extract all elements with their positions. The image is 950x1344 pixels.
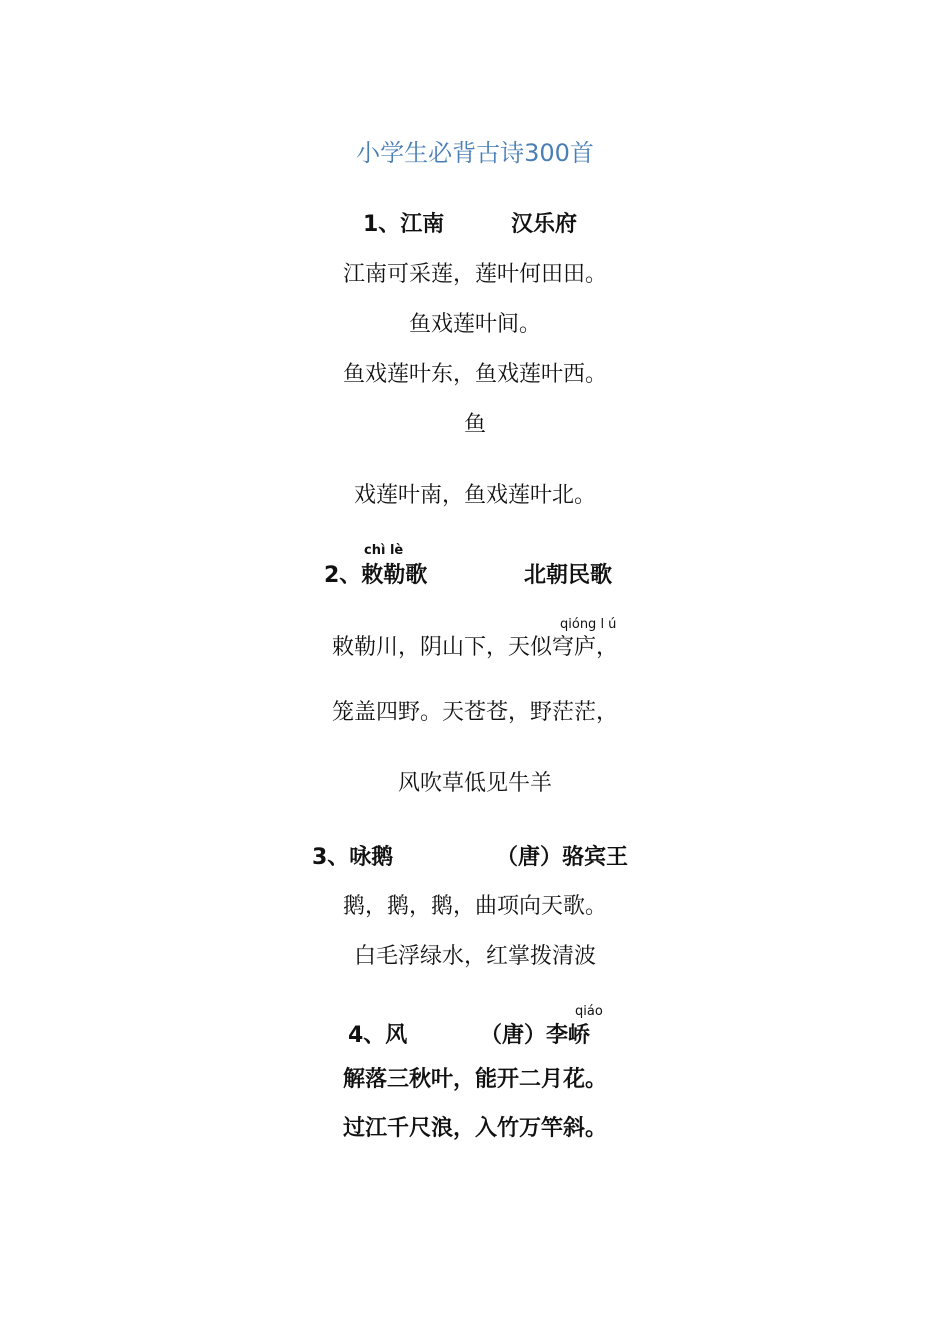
poem-2-line-1: 敕勒川，阴山下，天似穹庐， (331, 635, 618, 660)
poem-1-line-3: 鱼戏莲叶东，鱼戏莲叶西。 (342, 362, 607, 387)
poem-2-author: 北朝民歌 (524, 563, 613, 588)
poem-4-line-2: 过江千尺浪，入竹万竿斜。 (342, 1115, 607, 1141)
poem-4-author: （唐）李峤 (480, 1023, 591, 1048)
poem-2-line-3: 风吹草低见牛羊 (397, 771, 552, 796)
poem-3-line-2: 白毛浮绿水，红掌拨清波 (353, 944, 596, 969)
poem-4-line-1: 解落三秋叶，能开二月花。 (342, 1066, 607, 1092)
poem-1-heading: 1、江南 (363, 212, 445, 237)
poem-1-line-4: 鱼 (463, 412, 486, 437)
document-title: 小学生必背古诗300首 (356, 139, 594, 167)
poem-3-heading: 3、咏鹅 (312, 845, 394, 870)
poem-1-author: 汉乐府 (511, 212, 578, 237)
poem-3-line-1: 鹅，鹅，鹅，曲项向天歌。 (342, 894, 607, 919)
poem-2-title-pinyin: chì lè (364, 543, 404, 558)
poem-2-line-pinyin: qióng l ú (560, 617, 617, 632)
poem-2-heading: 2、敕勒歌 (324, 563, 428, 588)
poem-1-line-2: 鱼戏莲叶间。 (408, 312, 541, 337)
poem-3-author: （唐）骆宾王 (496, 845, 629, 870)
poem-4-heading: 4、风 (348, 1023, 408, 1048)
poem-1-line-5: 戏莲叶南，鱼戏莲叶北。 (353, 483, 596, 508)
poem-4-author-pinyin: qiáo (575, 1004, 603, 1019)
poem-1-line-1: 江南可采莲，莲叶何田田。 (342, 262, 607, 287)
poem-2-line-2: 笼盖四野。天苍苍，野茫茫， (331, 700, 618, 725)
